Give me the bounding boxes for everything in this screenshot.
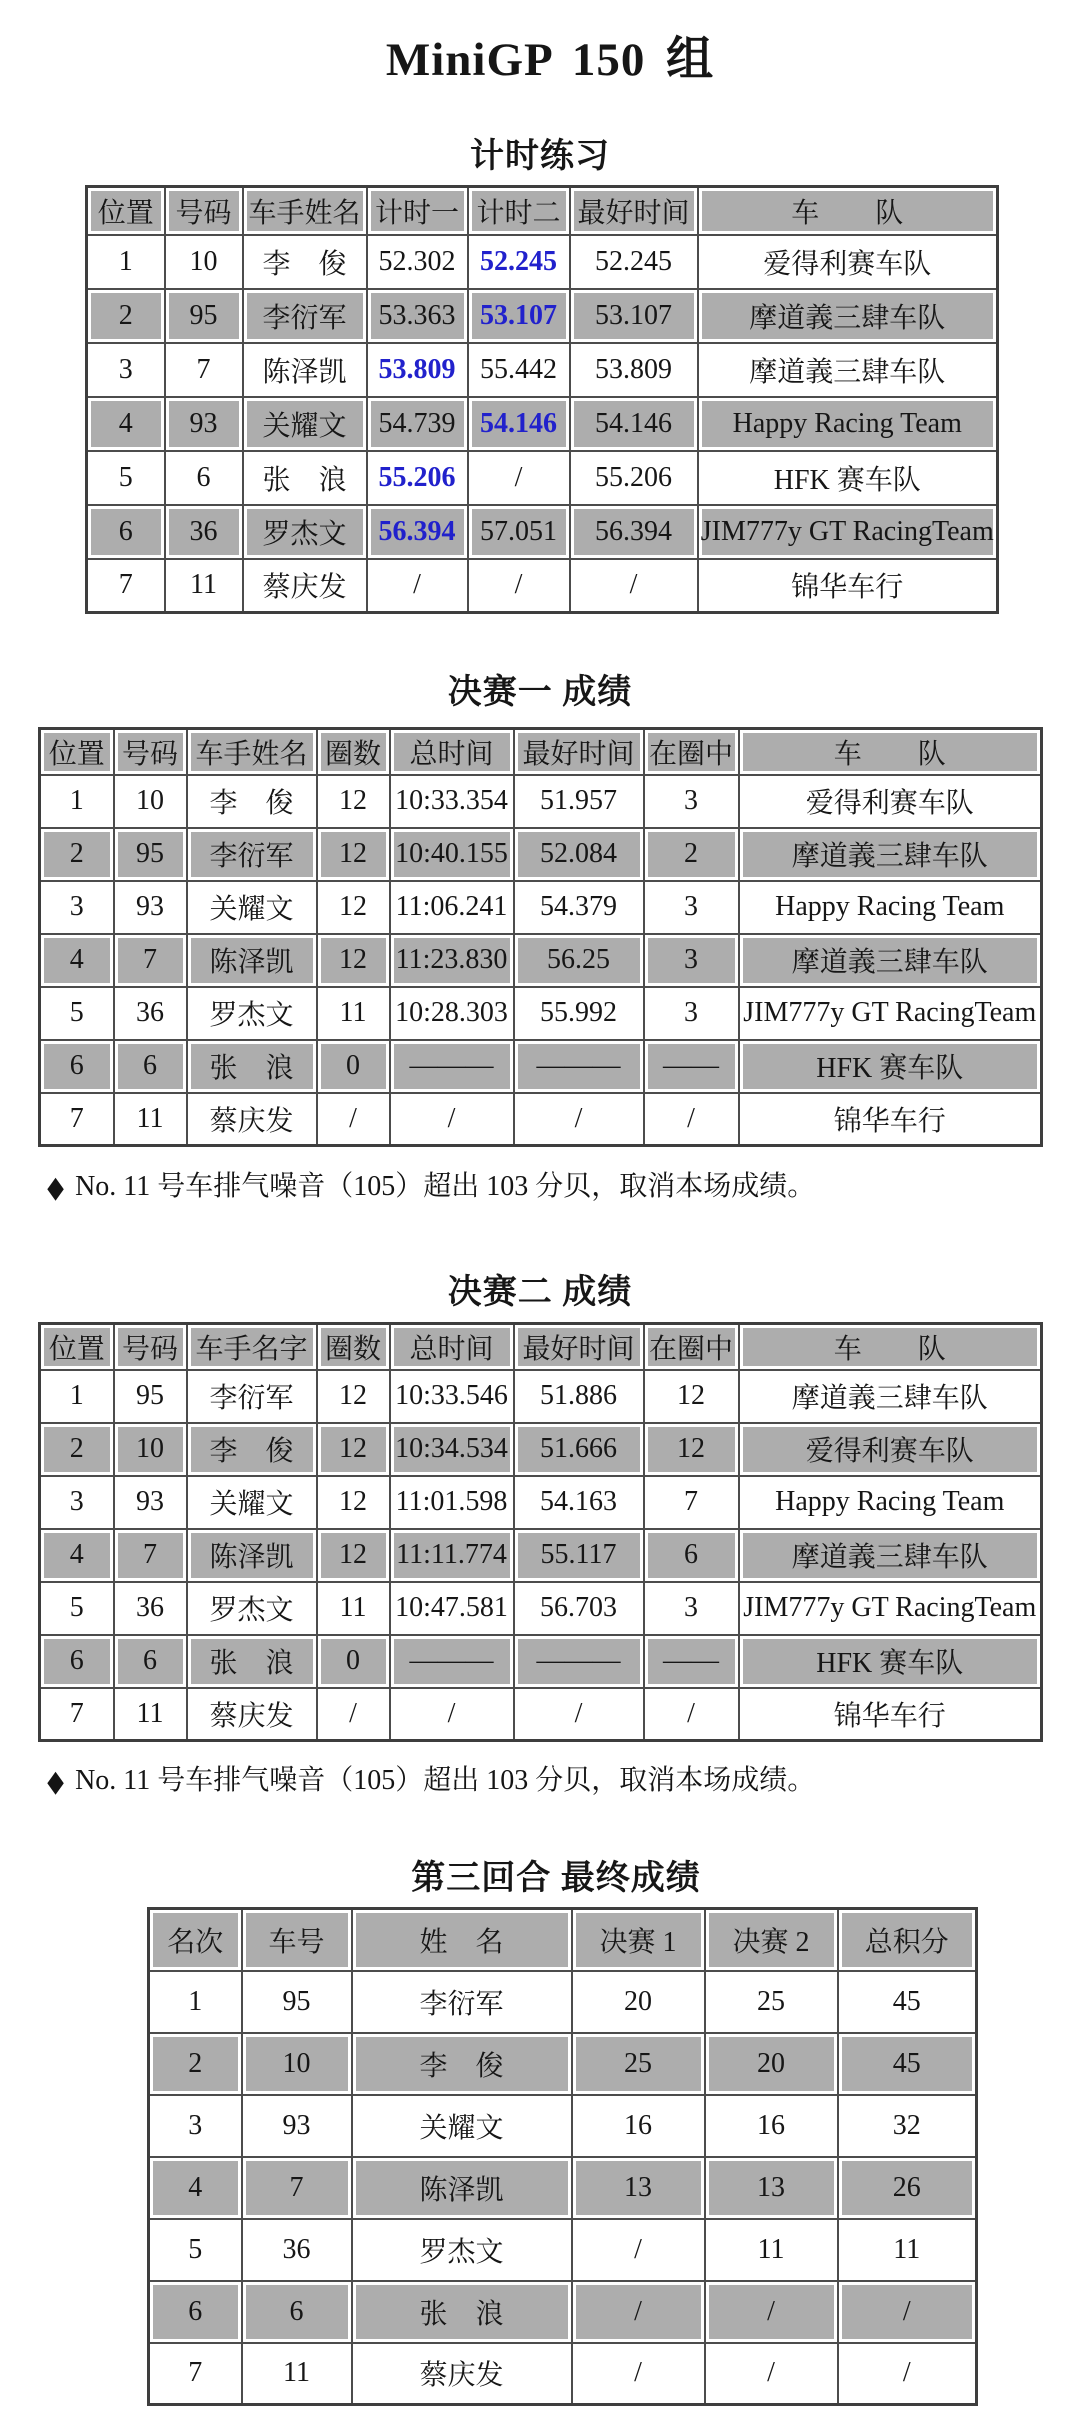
table-cell: 93 <box>114 1476 187 1529</box>
table-cell: 5 <box>149 2219 242 2281</box>
table-cell: 11 <box>242 2343 352 2405</box>
table-row <box>149 1971 977 2033</box>
table-row <box>149 2219 977 2281</box>
table-cell: 摩道義三肆车队 <box>739 1370 1042 1423</box>
table-cell: JIM777y GT RacingTeam <box>739 987 1042 1040</box>
table-cell: 56.703 <box>514 1582 644 1635</box>
table-row <box>87 505 998 559</box>
table-cell: / <box>468 559 570 613</box>
table-cell: 李衍军 <box>243 289 367 343</box>
table-cell: 3 <box>644 775 739 828</box>
table-cell: Happy Racing Team <box>698 397 998 451</box>
table-cell: 52.302 <box>367 235 468 289</box>
table-cell: 摩道義三肆车队 <box>739 934 1042 987</box>
table-cell: 10:33.546 <box>390 1370 514 1423</box>
table-cell: 爱得利赛车队 <box>698 235 998 289</box>
table-cell: 6 <box>87 505 165 559</box>
table-cell: 摩道義三肆车队 <box>698 343 998 397</box>
table-cell: 52.084 <box>514 828 644 881</box>
table-row <box>87 397 998 451</box>
table-cell: 罗杰文 <box>352 2219 572 2281</box>
column-header: 圈数 <box>317 729 390 775</box>
table-cell: ——— <box>514 1635 644 1688</box>
table-cell: 摩道義三肆车队 <box>698 289 998 343</box>
table-cell: 张 浪 <box>187 1040 317 1093</box>
table-cell: 52.245 <box>570 235 698 289</box>
table-cell: 11:01.598 <box>390 1476 514 1529</box>
column-header: 姓 名 <box>352 1909 572 1971</box>
table-cell: Happy Racing Team <box>739 1476 1042 1529</box>
table-cell: 20 <box>572 1971 705 2033</box>
table-row <box>40 828 1042 881</box>
table-row <box>87 451 998 505</box>
table-row <box>40 1370 1042 1423</box>
section-title-final1: 决赛一 成绩 <box>447 674 633 711</box>
table-cell: 5 <box>87 451 165 505</box>
table-cell: 55.206 <box>367 451 468 505</box>
table-cell: 2 <box>40 828 114 881</box>
table-cell: 张 浪 <box>352 2281 572 2343</box>
header-row <box>149 1909 977 1971</box>
table-cell: 陈泽凯 <box>243 343 367 397</box>
column-header: 决赛 1 <box>572 1909 705 1971</box>
table-cell: 3 <box>87 343 165 397</box>
table-cell: 10 <box>165 235 243 289</box>
table-cell: 12 <box>317 881 390 934</box>
table-cell: / <box>644 1688 739 1741</box>
table-cell: 51.957 <box>514 775 644 828</box>
table-row <box>149 2157 977 2219</box>
table-cell: 11 <box>165 559 243 613</box>
table-row <box>87 559 998 613</box>
column-header: 位置 <box>40 1324 114 1370</box>
table-cell: 爱得利赛车队 <box>739 1423 1042 1476</box>
table-cell: 7 <box>114 1529 187 1582</box>
table-cell: 4 <box>40 1529 114 1582</box>
header-row <box>40 729 1042 775</box>
table-cell: 11 <box>114 1093 187 1146</box>
table-cell: 7 <box>40 1093 114 1146</box>
table-cell: 11 <box>114 1688 187 1741</box>
table-cell: 55.992 <box>514 987 644 1040</box>
table-cell: 3 <box>644 934 739 987</box>
diamond-icon: ◆ <box>47 1765 64 1798</box>
table-cell: —— <box>644 1635 739 1688</box>
table-cell: / <box>572 2281 705 2343</box>
column-header: 最好时间 <box>514 729 644 775</box>
table-cell: 3 <box>644 1582 739 1635</box>
table-cell: 95 <box>114 1370 187 1423</box>
table-cell: 李 俊 <box>187 1423 317 1476</box>
table-cell: 95 <box>242 1971 352 2033</box>
table-cell: 32 <box>838 2095 977 2157</box>
table-cell: 36 <box>114 987 187 1040</box>
column-header: 位置 <box>87 187 165 235</box>
table-cell: 54.146 <box>570 397 698 451</box>
table-cell: 56.394 <box>367 505 468 559</box>
page-title: MiniGP 150 组 <box>385 34 715 86</box>
table-cell: 关耀文 <box>187 1476 317 1529</box>
table-cell: 54.379 <box>514 881 644 934</box>
table-row <box>87 235 998 289</box>
table-row <box>40 987 1042 1040</box>
table-cell: 57.051 <box>468 505 570 559</box>
table-cell: 爱得利赛车队 <box>739 775 1042 828</box>
table-row <box>40 1476 1042 1529</box>
table-cell: 摩道義三肆车队 <box>739 1529 1042 1582</box>
table-cell: 5 <box>40 1582 114 1635</box>
footnote-text: No. 11 号车排气噪音（105）超出 103 分贝，取消本场成绩。 <box>75 1765 816 1796</box>
table-cell: ——— <box>514 1040 644 1093</box>
table-cell: 0 <box>317 1635 390 1688</box>
table-cell: 13 <box>705 2157 838 2219</box>
section-title-round3-final: 第三回合 最终成绩 <box>411 1860 701 1897</box>
table-cell: 10:34.534 <box>390 1423 514 1476</box>
table-cell: 张 浪 <box>243 451 367 505</box>
column-header: 名次 <box>149 1909 242 1971</box>
table-row <box>40 881 1042 934</box>
table-cell: 罗杰文 <box>187 987 317 1040</box>
table-cell: 关耀文 <box>243 397 367 451</box>
table-cell: 3 <box>149 2095 242 2157</box>
table-cell: 11 <box>838 2219 977 2281</box>
table-cell: 7 <box>40 1688 114 1741</box>
table-cell: 7 <box>114 934 187 987</box>
table-cell: 7 <box>87 559 165 613</box>
table-cell: 蔡庆发 <box>352 2343 572 2405</box>
column-header: 车手姓名 <box>243 187 367 235</box>
header-row <box>87 187 998 235</box>
table-cell: 1 <box>40 775 114 828</box>
table-row <box>40 1423 1042 1476</box>
table-row <box>87 343 998 397</box>
table-cell: 45 <box>838 1971 977 2033</box>
table-cell: / <box>705 2281 838 2343</box>
table-cell: 10:40.155 <box>390 828 514 881</box>
table-cell: 12 <box>644 1423 739 1476</box>
table-cell: 蔡庆发 <box>187 1688 317 1741</box>
table-cell: 7 <box>644 1476 739 1529</box>
table-cell: 李 俊 <box>187 775 317 828</box>
table-cell: 2 <box>87 289 165 343</box>
column-header: 计时二 <box>468 187 570 235</box>
table-cell: 53.363 <box>367 289 468 343</box>
table-row <box>149 2095 977 2157</box>
table-cell: 36 <box>242 2219 352 2281</box>
table-cell: 关耀文 <box>352 2095 572 2157</box>
table-cell: 54.739 <box>367 397 468 451</box>
table-cell: 4 <box>149 2157 242 2219</box>
diamond-icon: ◆ <box>47 1171 64 1204</box>
table-cell: / <box>390 1093 514 1146</box>
final1-results-table <box>38 727 1043 1147</box>
table-cell: 2 <box>149 2033 242 2095</box>
table-cell: / <box>514 1688 644 1741</box>
column-header: 位置 <box>40 729 114 775</box>
section-title-timed-practice: 计时练习 <box>470 138 610 175</box>
table-cell: / <box>317 1093 390 1146</box>
table-cell: ——— <box>390 1635 514 1688</box>
table-cell: 36 <box>165 505 243 559</box>
table-cell: 12 <box>317 1423 390 1476</box>
table-cell: / <box>644 1093 739 1146</box>
footnote-text: No. 11 号车排气噪音（105）超出 103 分贝，取消本场成绩。 <box>75 1171 816 1202</box>
table-cell: 蔡庆发 <box>243 559 367 613</box>
table-cell: 12 <box>317 775 390 828</box>
table-row <box>40 1040 1042 1093</box>
table-cell: HFK 赛车队 <box>739 1040 1042 1093</box>
table-cell: 3 <box>644 987 739 1040</box>
table-row <box>40 1688 1042 1741</box>
table-cell: / <box>572 2343 705 2405</box>
column-header: 决赛 2 <box>705 1909 838 1971</box>
table-row <box>40 1529 1042 1582</box>
table-cell: JIM777y GT RacingTeam <box>739 1582 1042 1635</box>
table-cell: / <box>705 2343 838 2405</box>
column-header: 车 队 <box>698 187 998 235</box>
table-cell: 3 <box>40 881 114 934</box>
section-title-final2: 决赛二 成绩 <box>447 1274 633 1311</box>
table-cell: 锦华车行 <box>739 1688 1042 1741</box>
column-header: 总时间 <box>390 729 514 775</box>
table-cell: 11 <box>705 2219 838 2281</box>
header-row <box>40 1324 1042 1370</box>
table-cell: HFK 赛车队 <box>739 1635 1042 1688</box>
table-cell: / <box>572 2219 705 2281</box>
table-cell: 3 <box>40 1476 114 1529</box>
table-cell: 93 <box>242 2095 352 2157</box>
table-cell: 25 <box>705 1971 838 2033</box>
table-cell: 11:11.774 <box>390 1529 514 1582</box>
table-cell: 51.666 <box>514 1423 644 1476</box>
table-cell: 95 <box>114 828 187 881</box>
table-cell: 李 俊 <box>243 235 367 289</box>
table-cell: 2 <box>644 828 739 881</box>
table-cell: 20 <box>705 2033 838 2095</box>
table-cell: 7 <box>242 2157 352 2219</box>
table-cell: 45 <box>838 2033 977 2095</box>
table-cell: 12 <box>317 1476 390 1529</box>
table-cell: 6 <box>40 1635 114 1688</box>
table-cell: 12 <box>317 934 390 987</box>
table-cell: 54.146 <box>468 397 570 451</box>
table-cell: 10 <box>242 2033 352 2095</box>
table-cell: 1 <box>87 235 165 289</box>
column-header: 在圈中 <box>644 729 739 775</box>
column-header: 总积分 <box>838 1909 977 1971</box>
table-cell: 56.25 <box>514 934 644 987</box>
table-cell: 56.394 <box>570 505 698 559</box>
column-header: 车手名字 <box>187 1324 317 1370</box>
table-row <box>40 1635 1042 1688</box>
table-cell: 6 <box>165 451 243 505</box>
table-cell: 26 <box>838 2157 977 2219</box>
table-cell: 25 <box>572 2033 705 2095</box>
table-cell: 53.809 <box>367 343 468 397</box>
footnote-final1 <box>44 1164 815 1205</box>
table-cell: 10 <box>114 1423 187 1476</box>
table-cell: 10:33.354 <box>390 775 514 828</box>
table-cell: 10 <box>114 775 187 828</box>
table-cell: 李衍军 <box>187 828 317 881</box>
table-cell: / <box>468 451 570 505</box>
table-cell: 锦华车行 <box>698 559 998 613</box>
table-cell: 4 <box>87 397 165 451</box>
table-cell: 10:28.303 <box>390 987 514 1040</box>
table-cell: 罗杰文 <box>187 1582 317 1635</box>
table-cell: 12 <box>317 1529 390 1582</box>
table-cell: 陈泽凯 <box>187 1529 317 1582</box>
table-cell: 李 俊 <box>352 2033 572 2095</box>
table-cell: JIM777y GT RacingTeam <box>698 505 998 559</box>
table-cell: / <box>514 1093 644 1146</box>
table-cell: 55.117 <box>514 1529 644 1582</box>
table-cell: 55.206 <box>570 451 698 505</box>
table-cell: 36 <box>114 1582 187 1635</box>
table-cell: —— <box>644 1040 739 1093</box>
table-cell: 54.163 <box>514 1476 644 1529</box>
table-cell: 6 <box>242 2281 352 2343</box>
table-cell: 5 <box>40 987 114 1040</box>
column-header: 最好时间 <box>570 187 698 235</box>
table-row <box>40 934 1042 987</box>
table-cell: 4 <box>40 934 114 987</box>
round3-final-standings-table <box>147 1907 978 2406</box>
column-header: 号码 <box>114 729 187 775</box>
column-header: 计时一 <box>367 187 468 235</box>
table-cell: 1 <box>40 1370 114 1423</box>
column-header: 车号 <box>242 1909 352 1971</box>
column-header: 圈数 <box>317 1324 390 1370</box>
table-cell: / <box>390 1688 514 1741</box>
timed-practice-table <box>85 185 999 614</box>
table-cell: 蔡庆发 <box>187 1093 317 1146</box>
column-header: 在圈中 <box>644 1324 739 1370</box>
table-cell: 罗杰文 <box>243 505 367 559</box>
table-cell: 李衍军 <box>352 1971 572 2033</box>
table-cell: 1 <box>149 1971 242 2033</box>
table-cell: 6 <box>114 1635 187 1688</box>
column-header: 车 队 <box>739 729 1042 775</box>
column-header: 最好时间 <box>514 1324 644 1370</box>
table-row <box>87 289 998 343</box>
table-cell: 12 <box>317 1370 390 1423</box>
table-cell: 0 <box>317 1040 390 1093</box>
table-cell: 6 <box>149 2281 242 2343</box>
table-cell: 10:47.581 <box>390 1582 514 1635</box>
table-cell: 3 <box>644 881 739 934</box>
table-cell: 11 <box>317 1582 390 1635</box>
table-row <box>149 2033 977 2095</box>
table-cell: 12 <box>317 828 390 881</box>
table-cell: / <box>838 2281 977 2343</box>
table-cell: 53.107 <box>570 289 698 343</box>
final2-results-table <box>38 1322 1043 1742</box>
table-cell: 6 <box>644 1529 739 1582</box>
column-header: 车手姓名 <box>187 729 317 775</box>
table-row <box>40 775 1042 828</box>
table-cell: 6 <box>40 1040 114 1093</box>
table-cell: 51.886 <box>514 1370 644 1423</box>
table-cell: 11:23.830 <box>390 934 514 987</box>
table-cell: Happy Racing Team <box>739 881 1042 934</box>
table-row <box>40 1582 1042 1635</box>
table-cell: 7 <box>149 2343 242 2405</box>
table-cell: 2 <box>40 1423 114 1476</box>
table-cell: 53.107 <box>468 289 570 343</box>
table-cell: ——— <box>390 1040 514 1093</box>
table-cell: / <box>367 559 468 613</box>
table-cell: 11:06.241 <box>390 881 514 934</box>
table-cell: 陈泽凯 <box>352 2157 572 2219</box>
table-cell: / <box>570 559 698 613</box>
table-cell: 95 <box>165 289 243 343</box>
footnote-final2 <box>44 1758 815 1799</box>
table-row <box>149 2343 977 2405</box>
table-row <box>40 1093 1042 1146</box>
table-cell: 52.245 <box>468 235 570 289</box>
table-cell: 摩道義三肆车队 <box>739 828 1042 881</box>
table-cell: / <box>317 1688 390 1741</box>
table-cell: HFK 赛车队 <box>698 451 998 505</box>
table-cell: 55.442 <box>468 343 570 397</box>
table-cell: 13 <box>572 2157 705 2219</box>
table-cell: 锦华车行 <box>739 1093 1042 1146</box>
column-header: 车 队 <box>739 1324 1042 1370</box>
table-cell: / <box>838 2343 977 2405</box>
column-header: 号码 <box>114 1324 187 1370</box>
table-cell: 陈泽凯 <box>187 934 317 987</box>
table-cell: 11 <box>317 987 390 1040</box>
column-header: 总时间 <box>390 1324 514 1370</box>
table-cell: 李衍军 <box>187 1370 317 1423</box>
table-cell: 7 <box>165 343 243 397</box>
table-cell: 12 <box>644 1370 739 1423</box>
table-cell: 16 <box>705 2095 838 2157</box>
table-cell: 关耀文 <box>187 881 317 934</box>
table-row <box>149 2281 977 2343</box>
table-cell: 93 <box>165 397 243 451</box>
column-header: 号码 <box>165 187 243 235</box>
table-cell: 93 <box>114 881 187 934</box>
table-cell: 16 <box>572 2095 705 2157</box>
table-cell: 6 <box>114 1040 187 1093</box>
table-cell: 53.809 <box>570 343 698 397</box>
table-cell: 张 浪 <box>187 1635 317 1688</box>
